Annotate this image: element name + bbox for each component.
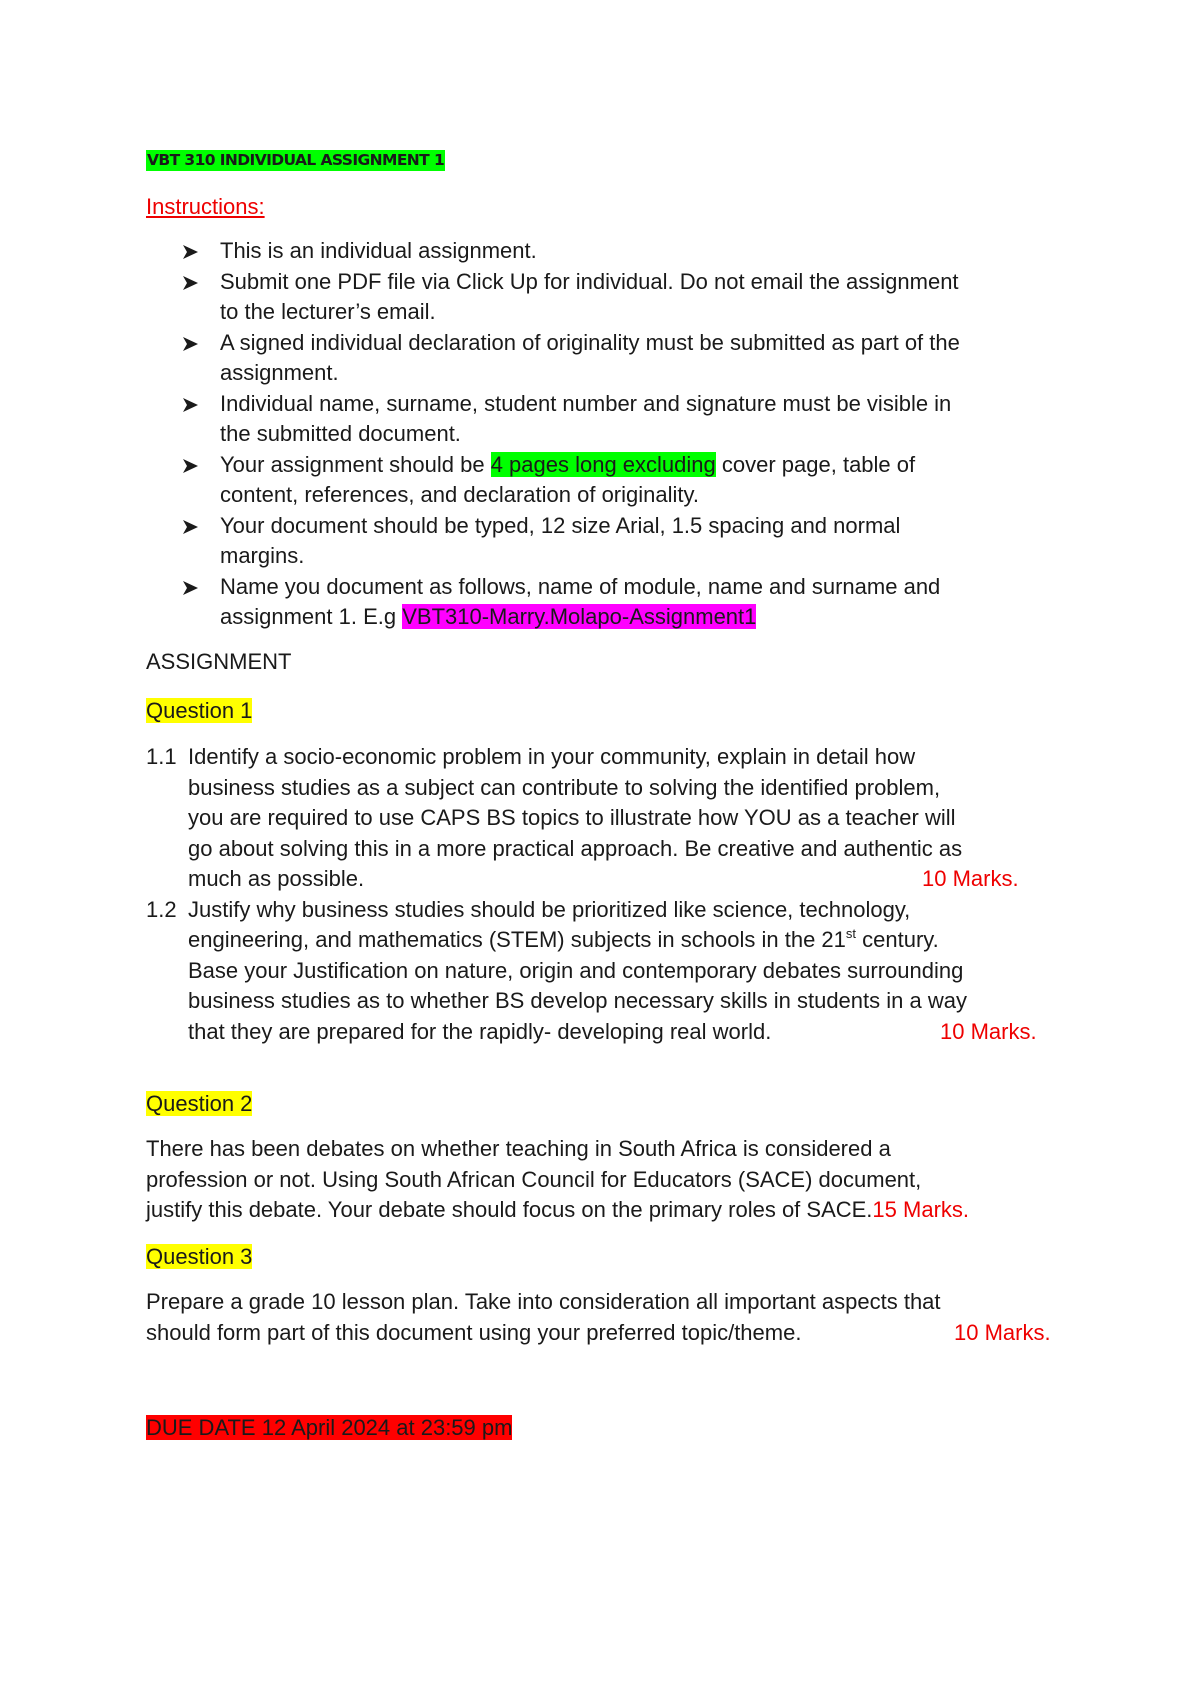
question-text-line	[188, 864, 1066, 895]
question-heading-text: Question 3	[146, 1244, 253, 1269]
highlighted-filename-example: VBT310-Marry.Molapo-Assignment1	[402, 604, 757, 629]
question-1-2	[146, 895, 1066, 1048]
question-number: 1.1	[146, 744, 177, 769]
question-1-heading	[146, 696, 252, 725]
arrowhead-bullet-icon	[182, 397, 199, 413]
question-text-line	[146, 1195, 1066, 1226]
highlighted-page-length: 4 pages long excluding	[490, 451, 716, 477]
question-text-line	[188, 1017, 1066, 1048]
instruction-text: A signed individual declaration of originality must be submitted as part of the	[220, 329, 960, 355]
question-text: profession or not. Using South African Council for Educators (SACE) document,	[146, 1166, 922, 1192]
question-text: that they are prepared for the rapidly- developing real world.	[188, 1018, 772, 1044]
instruction-item	[146, 236, 1066, 267]
instruction-text-part: cover page, table of	[715, 451, 916, 477]
instruction-item	[146, 267, 1066, 328]
instruction-text: Submit one PDF file via Click Up for individual. Do not email the assignment	[220, 268, 959, 294]
instruction-text: assignment.	[220, 360, 339, 385]
instruction-item	[146, 450, 1066, 511]
question-text: business studies as to whether BS develop necessary skills in students in a way	[188, 988, 967, 1013]
question-3-body	[146, 1287, 1066, 1348]
question-text: go about solving this in a more practical approach. Be creative and authentic as	[188, 835, 963, 861]
question-text-line	[146, 1318, 1066, 1349]
instruction-text: This is an individual assignment.	[220, 238, 537, 263]
assignment-heading: ASSIGNMENT	[146, 649, 292, 674]
instruction-item	[146, 328, 1066, 389]
question-text: There has been debates on whether teaching in South Africa is considered a	[146, 1136, 891, 1161]
instructions-label: Instructions:	[146, 194, 265, 219]
instruction-text: content, references, and declaration of originality.	[220, 482, 699, 507]
instruction-item	[146, 572, 1066, 633]
question-text: should form part of this document using your preferred topic/theme.	[146, 1319, 802, 1345]
question-text	[188, 925, 1066, 956]
arrowhead-bullet-icon	[182, 244, 199, 260]
marks-label: 10 Marks.	[940, 1018, 1037, 1044]
question-text: Prepare a grade 10 lesson plan. Take into consideration all important aspects that	[146, 1289, 941, 1314]
question-text: Base your Justification on nature, origin and contemporary debates surrounding	[188, 957, 964, 983]
instruction-text	[220, 450, 1066, 481]
marks-label: 10 Marks.	[922, 866, 1019, 891]
arrowhead-bullet-icon	[182, 519, 199, 535]
due-date	[146, 1413, 512, 1442]
marks-label: 10 Marks.	[954, 1319, 1051, 1345]
question-text: business studies as a subject can contribute to solving the identified problem,	[188, 774, 941, 800]
question-2-heading	[146, 1089, 252, 1118]
arrowhead-bullet-icon	[182, 458, 199, 474]
question-text-part: century.	[856, 927, 939, 952]
instruction-item	[146, 511, 1066, 572]
question-1-items	[146, 742, 1066, 1047]
arrowhead-bullet-icon	[182, 275, 199, 291]
question-text: Justify why business studies should be prioritized like science, technology,	[188, 896, 911, 922]
instruction-item	[146, 389, 1066, 450]
instruction-text: the submitted document.	[220, 421, 461, 446]
question-2-body	[146, 1134, 1066, 1226]
question-1-1	[146, 742, 1066, 895]
instruction-text: Name you document as follows, name of module, name and surname and	[220, 573, 941, 599]
instruction-text: margins.	[220, 543, 305, 568]
due-date-text: DUE DATE 12 April 2024 at 23:59 pm	[146, 1415, 513, 1440]
instructions-list	[146, 236, 1066, 633]
question-heading-text: Question 1	[146, 698, 253, 723]
question-number: 1.2	[146, 896, 177, 922]
question-text: Identify a socio-economic problem in your community, explain in detail how	[188, 744, 916, 769]
arrowhead-bullet-icon	[182, 580, 199, 596]
question-3-heading	[146, 1242, 252, 1271]
superscript-ordinal: st	[845, 926, 857, 941]
marks-label: 15 Marks.	[872, 1197, 970, 1222]
instruction-text: to the lecturer’s email.	[220, 299, 436, 324]
instruction-text	[220, 602, 1066, 633]
instruction-text: Your document should be typed, 12 size Arial, 1.5 spacing and normal	[220, 512, 901, 538]
assignment-title: VBT 310 INDIVIDUAL ASSIGNMENT 1	[147, 151, 445, 169]
instruction-text: Individual name, surname, student number and signature must be visible in	[220, 390, 952, 416]
question-text-part: engineering, and mathematics (STEM) subjects in schools in the 21	[188, 927, 846, 952]
question-text: you are required to use CAPS BS topics to illustrate how YOU as a teacher will	[188, 805, 956, 830]
question-text: much as possible.	[188, 866, 365, 891]
instruction-text-part: Your assignment should be	[220, 451, 491, 477]
instruction-text-part: assignment 1. E.g	[220, 604, 403, 629]
question-heading-text: Question 2	[146, 1091, 253, 1116]
question-text: justify this debate. Your debate should focus on the primary roles of SACE.	[146, 1197, 873, 1222]
arrowhead-bullet-icon	[182, 336, 199, 352]
